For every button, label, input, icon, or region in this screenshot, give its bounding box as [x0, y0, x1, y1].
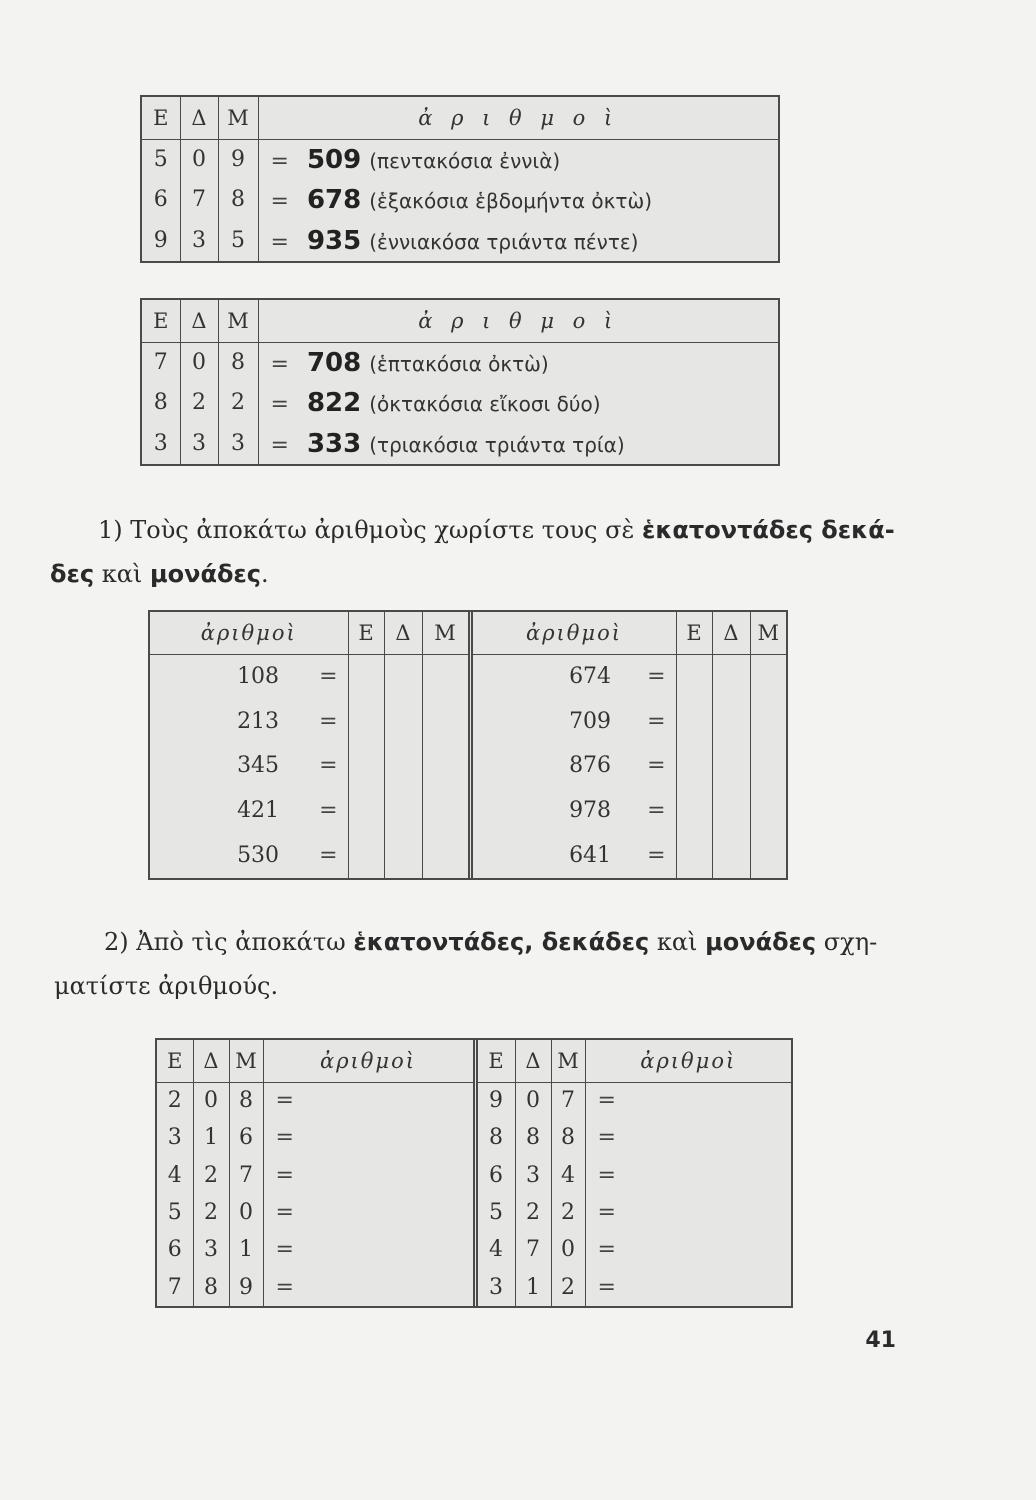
number-value: 674: [569, 664, 612, 690]
digit-d: 2: [515, 1194, 551, 1231]
answer-cell-right[interactable]: [585, 1231, 791, 1268]
answer-cell-m[interactable]: [422, 699, 470, 744]
table-row: [157, 1082, 791, 1119]
answer-cell-d[interactable]: [384, 699, 422, 744]
table-row: [142, 383, 778, 424]
header-d: Δ: [180, 300, 218, 342]
header-numbers: ἀ ρ ι θ μ ο ὶ: [258, 300, 778, 342]
digit-m: 8: [551, 1119, 585, 1156]
number-cell: [258, 139, 778, 180]
number-value: 345: [237, 753, 280, 779]
digit-d: 3: [193, 1231, 229, 1268]
number-value: 108: [237, 664, 280, 690]
header-d-right: Δ: [515, 1040, 551, 1082]
header-d-left: Δ: [384, 612, 422, 654]
exercise-2-mid: καὶ: [649, 928, 706, 956]
equals-sign: =: [319, 708, 338, 734]
answer-cell-e[interactable]: [348, 788, 384, 833]
digit-m: 8: [218, 342, 258, 383]
exercise-1-bold-2: δες: [50, 560, 95, 588]
digit-d: 0: [180, 342, 218, 383]
number-words: (ἑπτακόσια ὀκτὼ): [369, 351, 549, 376]
answer-cell-e[interactable]: [348, 699, 384, 744]
equals-sign: =: [647, 664, 666, 690]
number-value: 978: [569, 798, 612, 824]
equals-sign: =: [275, 1088, 294, 1114]
answer-cell-e[interactable]: [348, 833, 384, 878]
answer-cell-m[interactable]: [422, 744, 470, 789]
header-e-left: Ε: [348, 612, 384, 654]
equals-sign: =: [319, 753, 338, 779]
example-table-1: [140, 95, 780, 263]
digit-d: 3: [180, 220, 218, 261]
table-row: [142, 180, 778, 221]
header-m-left: Μ: [229, 1040, 263, 1082]
number-cell-left: [150, 744, 348, 789]
exercise-2-instructions: [54, 920, 900, 1008]
header-m: Μ: [218, 97, 258, 139]
number-cell-left: [150, 788, 348, 833]
number-cell: [258, 180, 778, 221]
number-words: (τριακόσια τριάντα τρία): [369, 432, 625, 457]
digit-d: 3: [515, 1157, 551, 1194]
table-row: [150, 654, 786, 699]
number-cell-left: [150, 654, 348, 699]
exercise-1-instructions: [50, 508, 900, 596]
digit-d: 7: [515, 1231, 551, 1268]
answer-cell-d[interactable]: [712, 699, 750, 744]
equals-sign: =: [270, 432, 289, 458]
equals-sign: =: [597, 1088, 616, 1114]
answer-cell-left[interactable]: [263, 1194, 475, 1231]
exercise-1-prefix: 1) Τοὺς ἀποκάτω ἀριθμοὺς χωρίστε τους σὲ: [98, 516, 643, 544]
digit-m: 5: [218, 220, 258, 261]
number-cell-right: [470, 833, 676, 878]
digit-d: 0: [515, 1082, 551, 1119]
number-words: (ἑξακόσια ἑβδομήντα ὀκτὼ): [369, 188, 652, 213]
header-e: Ε: [142, 97, 180, 139]
table-row: [157, 1269, 791, 1306]
number-cell: [258, 383, 778, 424]
header-m-right: Μ: [750, 612, 786, 654]
number-cell-right: [470, 699, 676, 744]
number-value: 709: [569, 708, 612, 734]
number-value: 641: [569, 843, 612, 869]
header-m: Μ: [218, 300, 258, 342]
exercise-2-bold-1: ἑκατοντάδες, δεκάδες: [353, 928, 650, 956]
answer-cell-right[interactable]: [585, 1269, 791, 1306]
exercise-2-line-2: ματίστε ἀριθμούς.: [54, 972, 279, 1000]
equals-sign: =: [647, 708, 666, 734]
equals-sign: =: [275, 1200, 294, 1226]
header-numbers: ἀ ρ ι θ μ ο ὶ: [258, 97, 778, 139]
answer-cell-left[interactable]: [263, 1119, 475, 1156]
table-row: [150, 699, 786, 744]
number-value: 935: [306, 225, 362, 256]
answer-cell-e[interactable]: [676, 654, 712, 699]
number-value: 421: [237, 798, 280, 824]
answer-cell-e[interactable]: [676, 788, 712, 833]
equals-sign: =: [319, 798, 338, 824]
header-numbers-right: ἀριθμοὶ: [470, 612, 676, 654]
equals-sign: =: [647, 798, 666, 824]
number-value: 213: [237, 708, 280, 734]
table-row: [150, 788, 786, 833]
exercise-1-grid: [150, 612, 786, 878]
answer-cell-m[interactable]: [750, 699, 786, 744]
number-cell-right: [470, 744, 676, 789]
answer-cell-e[interactable]: [348, 744, 384, 789]
number-value: 678: [306, 184, 362, 215]
example-table-2: [140, 298, 780, 466]
digit-m: 8: [218, 180, 258, 221]
digit-m: 8: [229, 1082, 263, 1119]
digit-e: 5: [142, 139, 180, 180]
exercise-2-suffix: σχη-: [816, 928, 878, 956]
answer-cell-d[interactable]: [384, 654, 422, 699]
answer-cell-e[interactable]: [676, 744, 712, 789]
answer-cell-d[interactable]: [384, 833, 422, 878]
digit-e: 7: [142, 342, 180, 383]
table-row: [157, 1194, 791, 1231]
digit-e: 3: [142, 423, 180, 464]
digit-m: 7: [229, 1157, 263, 1194]
exercise-1-mid: καὶ: [94, 560, 150, 588]
answer-cell-left[interactable]: [263, 1157, 475, 1194]
digit-m: 2: [218, 383, 258, 424]
digit-m: 3: [218, 423, 258, 464]
number-value: 876: [569, 753, 612, 779]
number-cell-left: [150, 699, 348, 744]
number-cell-right: [470, 654, 676, 699]
digit-d: 8: [193, 1269, 229, 1306]
digit-e: 6: [475, 1157, 515, 1194]
answer-cell-left[interactable]: [263, 1082, 475, 1119]
header-numbers-left: ἀριθμοὶ: [150, 612, 348, 654]
equals-sign: =: [275, 1125, 294, 1151]
answer-cell-e[interactable]: [348, 654, 384, 699]
equals-sign: =: [597, 1237, 616, 1263]
exercise-2-table: [155, 1038, 793, 1308]
digit-e: 9: [142, 220, 180, 261]
number-value: 333: [306, 428, 362, 459]
example-table-2-grid: [142, 300, 778, 464]
table-row: [157, 1157, 791, 1194]
digit-d: 2: [193, 1194, 229, 1231]
answer-cell-m[interactable]: [422, 788, 470, 833]
equals-sign: =: [270, 351, 289, 377]
answer-cell-m[interactable]: [750, 833, 786, 878]
digit-m: 0: [229, 1194, 263, 1231]
exercise-1-bold: ἑκατοντάδες δεκά-: [642, 516, 895, 544]
digit-d: 3: [180, 423, 218, 464]
equals-sign: =: [319, 843, 338, 869]
answer-cell-right[interactable]: [585, 1194, 791, 1231]
exercise-2-prefix: 2) Ἀπὸ τὶς ἀποκάτω: [104, 928, 354, 956]
digit-e: 9: [475, 1082, 515, 1119]
equals-sign: =: [597, 1162, 616, 1188]
number-cell-right: [470, 788, 676, 833]
digit-e: 4: [475, 1231, 515, 1268]
table-row: [142, 139, 778, 180]
exercise-1-table: [148, 610, 788, 880]
header-d-right: Δ: [712, 612, 750, 654]
answer-cell-right[interactable]: [585, 1119, 791, 1156]
header-e: Ε: [142, 300, 180, 342]
digit-m: 9: [218, 139, 258, 180]
answer-cell-m[interactable]: [422, 833, 470, 878]
digit-d: 7: [180, 180, 218, 221]
equals-sign: =: [647, 843, 666, 869]
digit-e: 2: [157, 1082, 193, 1119]
equals-sign: =: [275, 1237, 294, 1263]
answer-cell-left[interactable]: [263, 1269, 475, 1306]
equals-sign: =: [597, 1125, 616, 1151]
equals-sign: =: [270, 229, 289, 255]
equals-sign: =: [270, 148, 289, 174]
number-value: 708: [306, 347, 362, 378]
header-m-left: Μ: [422, 612, 470, 654]
answer-cell-m[interactable]: [750, 788, 786, 833]
number-value: 530: [237, 843, 280, 869]
digit-e: 6: [142, 180, 180, 221]
digit-e: 7: [157, 1269, 193, 1306]
digit-d: 2: [180, 383, 218, 424]
digit-m: 2: [551, 1194, 585, 1231]
exercise-1-end: .: [261, 560, 269, 588]
header-e-right: Ε: [676, 612, 712, 654]
equals-sign: =: [270, 188, 289, 214]
digit-m: 1: [229, 1231, 263, 1268]
header-d: Δ: [180, 97, 218, 139]
digit-e: 8: [142, 383, 180, 424]
digit-m: 0: [551, 1231, 585, 1268]
answer-cell-right[interactable]: [585, 1157, 791, 1194]
answer-cell-left[interactable]: [263, 1231, 475, 1268]
number-words: (ἐννιακόσα τριάντα πέντε): [369, 229, 639, 254]
header-e-right: Ε: [475, 1040, 515, 1082]
digit-m: 6: [229, 1119, 263, 1156]
equals-sign: =: [319, 664, 338, 690]
digit-e: 5: [157, 1194, 193, 1231]
digit-e: 6: [157, 1231, 193, 1268]
table-row: [157, 1119, 791, 1156]
digit-m: 7: [551, 1082, 585, 1119]
equals-sign: =: [597, 1200, 616, 1226]
digit-e: 4: [157, 1157, 193, 1194]
equals-sign: =: [275, 1274, 294, 1300]
digit-d: 8: [515, 1119, 551, 1156]
answer-cell-d[interactable]: [712, 744, 750, 789]
table-row: [142, 342, 778, 383]
digit-e: 5: [475, 1194, 515, 1231]
table-row: [142, 220, 778, 261]
answer-cell-d[interactable]: [384, 744, 422, 789]
digit-m: 4: [551, 1157, 585, 1194]
equals-sign: =: [270, 391, 289, 417]
digit-d: 2: [193, 1157, 229, 1194]
number-cell: [258, 220, 778, 261]
number-cell-left: [150, 833, 348, 878]
number-words: (ὀκτακόσια εἴκοσι δύο): [369, 391, 601, 416]
header-d-left: Δ: [193, 1040, 229, 1082]
header-m-right: Μ: [551, 1040, 585, 1082]
equals-sign: =: [597, 1274, 616, 1300]
answer-cell-m[interactable]: [750, 744, 786, 789]
number-cell: [258, 342, 778, 383]
digit-d: 0: [180, 139, 218, 180]
answer-cell-m[interactable]: [422, 654, 470, 699]
digit-e: 8: [475, 1119, 515, 1156]
digit-e: 3: [157, 1119, 193, 1156]
number-value: 509: [306, 144, 362, 175]
answer-cell-e[interactable]: [676, 833, 712, 878]
exercise-2-grid: [157, 1040, 791, 1306]
answer-cell-d[interactable]: [712, 654, 750, 699]
header-e-left: Ε: [157, 1040, 193, 1082]
digit-m: 9: [229, 1269, 263, 1306]
table-row: [142, 423, 778, 464]
example-table-1-grid: [142, 97, 778, 261]
header-numbers-left: ἀριθμοὶ: [263, 1040, 475, 1082]
digit-d: 1: [515, 1269, 551, 1306]
equals-sign: =: [647, 753, 666, 779]
table-row: [150, 833, 786, 878]
answer-cell-d[interactable]: [384, 788, 422, 833]
answer-cell-d[interactable]: [712, 788, 750, 833]
header-numbers-right: ἀριθμοὶ: [585, 1040, 791, 1082]
answer-cell-e[interactable]: [676, 699, 712, 744]
answer-cell-d[interactable]: [712, 833, 750, 878]
number-words: (πεντακόσια ἐννιὰ): [369, 148, 561, 173]
digit-d: 1: [193, 1119, 229, 1156]
exercise-1-bold-3: μονάδες: [149, 560, 262, 588]
equals-sign: =: [275, 1162, 294, 1188]
answer-cell-m[interactable]: [750, 654, 786, 699]
digit-m: 2: [551, 1269, 585, 1306]
digit-d: 0: [193, 1082, 229, 1119]
page-number: 41: [865, 1328, 896, 1353]
number-cell: [258, 423, 778, 464]
exercise-2-bold-2: μονάδες: [705, 928, 817, 956]
number-value: 822: [306, 387, 362, 418]
digit-e: 3: [475, 1269, 515, 1306]
table-row: [150, 744, 786, 789]
answer-cell-right[interactable]: [585, 1082, 791, 1119]
table-row: [157, 1231, 791, 1268]
